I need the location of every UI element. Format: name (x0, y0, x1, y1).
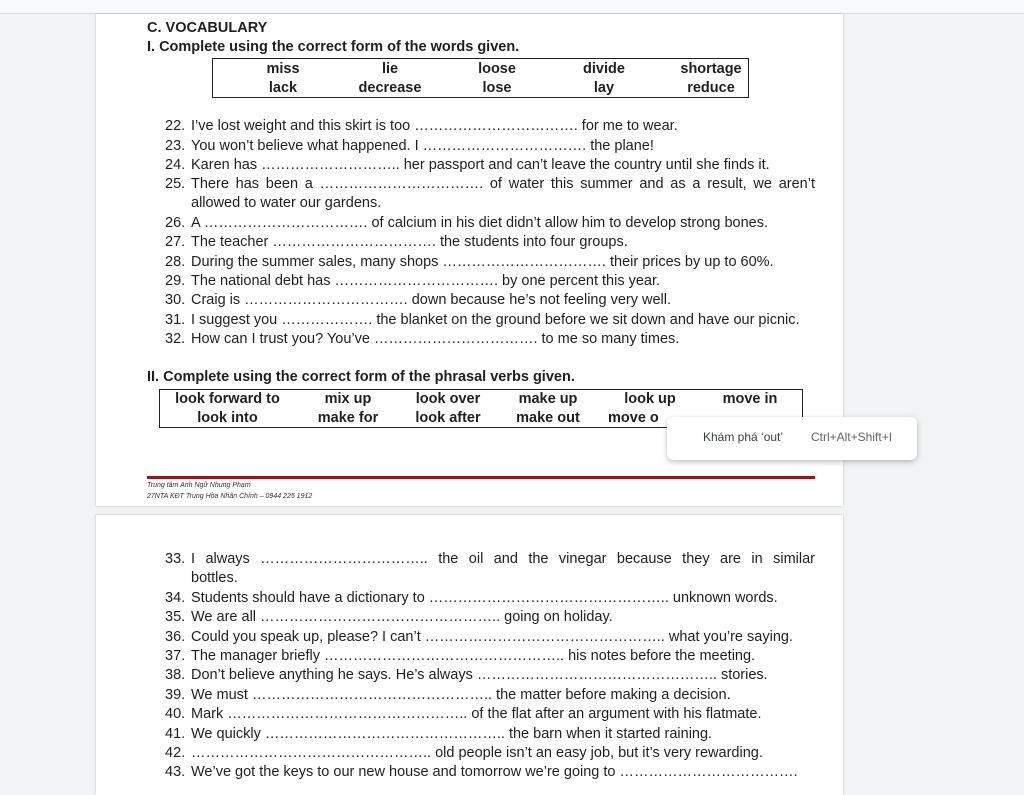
question-text: I always …………………………….. the oil and the vinegar because they are in similar (191, 551, 815, 567)
question-text: A ……………………………. of calcium in his diet didn’t allow him to develop strong bones. (191, 214, 769, 231)
part1-instruction: I. Complete using the correct form of the words given. (147, 39, 520, 55)
question-26 (165, 214, 768, 233)
question-number: 37. (165, 648, 186, 664)
question-34 (165, 589, 778, 608)
question-number: 41. (165, 725, 186, 742)
question-number: 30. (165, 292, 186, 308)
question-text: We are all ………………………………………….. going on holiday. (191, 609, 613, 625)
question-number: 27. (165, 234, 186, 250)
question-number: 31. (165, 311, 186, 328)
question-text: I suggest you ………………. the blanket on the ground before we sit down and have our picnic. (191, 311, 800, 328)
section-title: C. VOCABULARY (147, 20, 268, 36)
phrasal-verb-cell: move o (608, 410, 659, 426)
keyboard-shortcut: Ctrl+Alt+Shift+I (811, 430, 893, 444)
question-number: 23. (165, 137, 186, 154)
question-text: Students should have a dictionary to ………………………………………….. unknown words. (191, 589, 778, 606)
question-text: Could you speak up, please? I can’t ………………………………………….. what you’re saying. (191, 628, 793, 645)
question-30 (165, 291, 671, 310)
question-number: 22. (165, 118, 186, 134)
part2-instruction: II. Complete using the correct form of the phrasal verbs given. (147, 369, 575, 385)
question-41 (165, 725, 712, 744)
question-number: 43. (165, 764, 186, 780)
question-text: Don’t believe anything he says. He’s always ………………………………………….. stories. (191, 667, 768, 683)
question-number: 34. (165, 589, 186, 606)
word-bank-cell: miss (266, 61, 300, 77)
question-24 (165, 156, 770, 175)
question-number: 29. (165, 273, 186, 289)
question-39 (165, 686, 731, 705)
question-38 (165, 666, 768, 685)
question-number: 25. (165, 176, 186, 192)
phrasal-verb-cell: make out (516, 410, 580, 426)
question-text: The teacher ……………………………. the students into four groups. (191, 234, 628, 250)
question-35 (165, 608, 613, 627)
word-bank-cell: lack (268, 80, 298, 96)
question-text: How can I trust you? You’ve ……………………………. to me so many times. (191, 331, 680, 347)
phrasal-verb-cell: look into (197, 410, 258, 426)
document-page-2 (96, 515, 843, 795)
word-bank-table (212, 58, 749, 98)
question-37 (165, 647, 755, 666)
explore-word-link[interactable]: Khám phá ‘out’ (703, 430, 784, 444)
question-number: 32. (165, 331, 186, 347)
question-43 (165, 763, 798, 782)
word-bank-cell: decrease (358, 80, 422, 96)
question-33 (165, 550, 191, 569)
question-number: 42. (165, 745, 186, 761)
phrasal-verb-cell: look forward to (175, 391, 280, 407)
question-text: You won’t believe what happened. I ……………………………. the plane! (191, 137, 654, 154)
phrasal-verb-cell: mix up (324, 391, 372, 407)
footer-address: 27NTA KĐT Trung Hòa Nhân Chính – 0944 225 1912 (147, 493, 313, 500)
question-25 (165, 175, 191, 194)
question-text: Karen has ……………………….. her passport and can’t leave the country until she finds it. (191, 157, 770, 173)
question-text: The manager briefly ………………………………………….. his notes before the meeting. (191, 648, 756, 664)
word-bank-cell: lose (482, 80, 512, 96)
question-text: Mark ………………………………………….. of the flat after an argument with his flatmate. (191, 706, 762, 722)
word-bank-cell: divide (583, 61, 625, 77)
question-number: 24. (165, 157, 186, 173)
phrasal-verb-cell: make for (317, 410, 379, 426)
question-number: 40. (165, 706, 186, 722)
question-text: We’ve got the keys to our new house and tomorrow we’re going to ………………………………. (191, 764, 798, 780)
phrasal-verb-cell: move in (722, 391, 778, 407)
question-23 (165, 137, 654, 156)
question-text: There has been a ……………………………. of water this summer and as a result, we aren’t (191, 176, 815, 192)
phrasal-verb-cell: make up (518, 391, 578, 407)
footer-center-name: Trung tâm Anh Ngữ Nhung Phạm (147, 482, 251, 489)
question-36 (165, 628, 793, 647)
question-text: During the summer sales, many shops ……………………………. their prices by up to 60%. (191, 253, 774, 270)
question-number: 35. (165, 609, 186, 625)
question-27 (165, 233, 628, 252)
question-number: 39. (165, 686, 186, 703)
question-text: ………………………………………….. old people isn’t an easy job, but it’s very rewarding. (191, 745, 763, 761)
question-42 (165, 744, 763, 763)
question-number: 36. (165, 628, 186, 645)
question-31 (165, 311, 800, 330)
question-text-continued: allowed to water our gardens. (191, 195, 382, 211)
top-toolbar-strip (0, 0, 1024, 14)
question-number: 33. (165, 551, 186, 567)
question-32 (165, 330, 679, 349)
question-text: We must ………………………………………….. the matter before making a decision. (191, 686, 731, 703)
word-bank-cell: lie (381, 61, 399, 77)
question-number: 26. (165, 214, 186, 231)
phrasal-verb-cell: look after (415, 410, 481, 426)
question-number: 38. (165, 667, 186, 683)
question-text-continued: bottles. (191, 570, 238, 586)
word-bank-cell: reduce (687, 80, 735, 96)
phrasal-verb-cell: look over (415, 391, 481, 407)
question-29 (165, 272, 660, 291)
question-40 (165, 705, 761, 724)
question-text: Craig is ……………………………. down because he’s not feeling very well. (191, 292, 672, 308)
question-text: I’ve lost weight and this skirt is too ……………………………. for me to wear. (191, 118, 678, 134)
phrasal-verb-cell: look up (624, 391, 676, 407)
footer-divider (147, 476, 815, 479)
question-text: We quickly ………………………………………….. the barn when it started raining. (191, 725, 713, 742)
question-text: The national debt has ……………………………. by one percent this year. (191, 273, 661, 289)
question-28 (165, 253, 774, 272)
word-bank-cell: shortage (680, 61, 742, 77)
explore-word-popup[interactable] (667, 417, 917, 460)
word-bank-cell: loose (478, 61, 516, 77)
question-22 (165, 117, 678, 136)
question-number: 28. (165, 253, 186, 270)
word-bank-cell: lay (593, 80, 615, 96)
